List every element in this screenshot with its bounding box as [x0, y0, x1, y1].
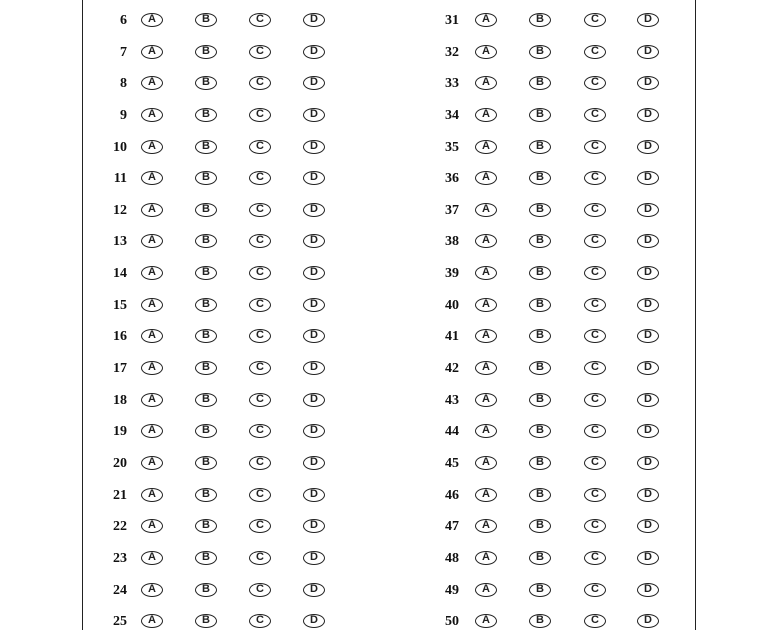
answer-bubble-c[interactable]: C	[249, 298, 271, 312]
question-row	[111, 258, 371, 290]
answer-bubble-b[interactable]: B	[195, 519, 217, 533]
answer-bubble-d[interactable]: D	[303, 266, 325, 280]
question-row	[111, 480, 371, 512]
answer-bubble-d[interactable]: D	[637, 583, 659, 597]
answer-bubble-c[interactable]: C	[584, 583, 606, 597]
answer-bubble-a[interactable]: A	[475, 424, 497, 438]
answer-bubble-d[interactable]: D	[303, 203, 325, 217]
answer-bubble-d[interactable]: D	[637, 424, 659, 438]
answer-bubble-b[interactable]: B	[529, 45, 551, 59]
answer-bubble-b[interactable]: B	[195, 298, 217, 312]
answer-bubble-a[interactable]: A	[475, 203, 497, 217]
answer-bubble-d[interactable]: D	[637, 488, 659, 502]
answer-bubble-d[interactable]: D	[303, 234, 325, 248]
answer-bubble-b[interactable]: B	[529, 13, 551, 27]
answer-bubble-b[interactable]: B	[529, 424, 551, 438]
question-number: 49	[445, 582, 459, 598]
answer-bubble-c[interactable]: C	[249, 266, 271, 280]
answer-bubble-d[interactable]: D	[303, 551, 325, 565]
answer-bubble-a[interactable]: A	[475, 393, 497, 407]
question-row	[445, 195, 705, 227]
answer-bubble-b[interactable]: B	[529, 361, 551, 375]
question-number: 39	[445, 266, 459, 282]
answer-bubble-b[interactable]: B	[529, 583, 551, 597]
answer-bubble-b[interactable]: B	[195, 551, 217, 565]
question-number: 10	[113, 139, 127, 155]
question-row	[445, 5, 705, 37]
question-number: 35	[445, 139, 459, 155]
answer-bubble-a[interactable]: A	[141, 266, 163, 280]
question-number: 11	[113, 171, 127, 187]
question-row	[445, 226, 705, 258]
answer-bubble-a[interactable]: A	[141, 614, 163, 628]
answer-bubble-c[interactable]: C	[249, 424, 271, 438]
answer-bubble-d[interactable]: D	[637, 13, 659, 27]
question-number: 46	[445, 487, 459, 503]
question-number: 33	[445, 76, 459, 92]
question-row	[445, 353, 705, 385]
answer-bubble-d[interactable]: D	[303, 329, 325, 343]
answer-bubble-d[interactable]: D	[303, 488, 325, 502]
answer-bubble-b[interactable]: B	[195, 171, 217, 185]
question-number: 50	[445, 614, 459, 630]
answer-bubble-c[interactable]: C	[249, 614, 271, 628]
question-number: 14	[113, 266, 127, 282]
answer-bubble-b[interactable]: B	[529, 298, 551, 312]
question-number: 41	[445, 329, 459, 345]
question-number: 25	[113, 614, 127, 630]
answer-bubble-c[interactable]: C	[249, 108, 271, 122]
answer-bubble-c[interactable]: C	[249, 583, 271, 597]
question-row	[111, 100, 371, 132]
answer-bubble-a[interactable]: A	[475, 171, 497, 185]
question-number: 31	[445, 13, 459, 28]
question-row	[111, 575, 371, 607]
question-number: 15	[113, 297, 127, 313]
question-number: 16	[113, 329, 127, 345]
answer-bubble-a[interactable]: A	[141, 519, 163, 533]
question-number: 7	[120, 44, 127, 60]
question-row	[445, 480, 705, 512]
question-row	[111, 195, 371, 227]
answer-bubble-a[interactable]: A	[141, 456, 163, 470]
answer-bubble-b[interactable]: B	[529, 329, 551, 343]
answer-bubble-a[interactable]: A	[475, 76, 497, 90]
answer-bubble-b[interactable]: B	[195, 424, 217, 438]
answer-bubble-d[interactable]: D	[303, 393, 325, 407]
question-number: 24	[113, 582, 127, 598]
answer-bubble-c[interactable]: C	[249, 45, 271, 59]
question-row	[111, 37, 371, 69]
answer-bubble-b[interactable]: B	[529, 519, 551, 533]
answer-bubble-a[interactable]: A	[475, 108, 497, 122]
answer-bubble-a[interactable]: A	[475, 13, 497, 27]
question-row	[111, 226, 371, 258]
answer-bubble-b[interactable]: B	[529, 488, 551, 502]
question-row	[445, 258, 705, 290]
question-row	[111, 5, 371, 37]
answer-bubble-d[interactable]: D	[637, 361, 659, 375]
answer-bubble-c[interactable]: C	[584, 266, 606, 280]
question-number: 20	[113, 455, 127, 471]
answer-bubble-a[interactable]: A	[475, 519, 497, 533]
question-row	[111, 163, 371, 195]
answer-bubble-b[interactable]: B	[529, 393, 551, 407]
question-number: 23	[113, 550, 127, 566]
question-row	[445, 416, 705, 448]
answer-bubble-a[interactable]: A	[141, 361, 163, 375]
answer-bubble-a[interactable]: A	[141, 424, 163, 438]
question-number: 45	[445, 455, 459, 471]
question-number: 38	[445, 234, 459, 250]
answer-bubble-c[interactable]: C	[249, 76, 271, 90]
answer-column-left	[111, 5, 371, 638]
question-row	[445, 68, 705, 100]
answer-bubble-a[interactable]: A	[475, 329, 497, 343]
answer-bubble-a[interactable]: A	[475, 456, 497, 470]
question-row	[111, 385, 371, 417]
answer-bubble-b[interactable]: B	[195, 108, 217, 122]
answer-bubble-a[interactable]: A	[475, 361, 497, 375]
answer-bubble-d[interactable]: D	[303, 140, 325, 154]
answer-bubble-c[interactable]: C	[584, 13, 606, 27]
answer-bubble-d[interactable]: D	[637, 519, 659, 533]
answer-bubble-a[interactable]: A	[475, 488, 497, 502]
question-row	[111, 416, 371, 448]
answer-bubble-b[interactable]: B	[529, 551, 551, 565]
answer-bubble-c[interactable]: C	[249, 393, 271, 407]
answer-bubble-c[interactable]: C	[584, 203, 606, 217]
answer-bubble-d[interactable]: D	[637, 329, 659, 343]
answer-bubble-c[interactable]: C	[584, 329, 606, 343]
answer-bubble-b[interactable]: B	[195, 76, 217, 90]
answer-bubble-a[interactable]: A	[141, 108, 163, 122]
answer-bubble-d[interactable]: D	[637, 140, 659, 154]
answer-bubble-c[interactable]: C	[584, 393, 606, 407]
question-number: 36	[445, 171, 459, 187]
answer-bubble-a[interactable]: A	[141, 13, 163, 27]
answer-bubble-d[interactable]: D	[637, 551, 659, 565]
answer-bubble-d[interactable]: D	[303, 456, 325, 470]
answer-bubble-c[interactable]: C	[249, 456, 271, 470]
answer-bubble-c[interactable]: C	[584, 234, 606, 248]
answer-bubble-d[interactable]: D	[637, 203, 659, 217]
answer-bubble-c[interactable]: C	[584, 298, 606, 312]
answer-bubble-b[interactable]: B	[529, 614, 551, 628]
answer-bubble-d[interactable]: D	[303, 13, 325, 27]
answer-bubble-d[interactable]: D	[637, 614, 659, 628]
answer-bubble-c[interactable]: C	[584, 456, 606, 470]
question-number: 40	[445, 297, 459, 313]
question-row	[445, 575, 705, 607]
answer-bubble-c[interactable]: C	[584, 45, 606, 59]
answer-bubble-d[interactable]: D	[637, 76, 659, 90]
answer-bubble-a[interactable]: A	[141, 393, 163, 407]
answer-bubble-b[interactable]: B	[195, 13, 217, 27]
question-row	[111, 511, 371, 543]
question-row	[445, 37, 705, 69]
answer-sheet	[82, 0, 696, 630]
question-row	[111, 68, 371, 100]
answer-bubble-c[interactable]: C	[584, 551, 606, 565]
answer-bubble-c[interactable]: C	[584, 488, 606, 502]
answer-bubble-d[interactable]: D	[303, 108, 325, 122]
answer-bubble-c[interactable]: C	[249, 203, 271, 217]
answer-bubble-b[interactable]: B	[529, 234, 551, 248]
answer-bubble-c[interactable]: C	[249, 329, 271, 343]
answer-bubble-b[interactable]: B	[195, 140, 217, 154]
answer-bubble-d[interactable]: D	[637, 393, 659, 407]
answer-bubble-a[interactable]: A	[475, 266, 497, 280]
question-number: 13	[113, 234, 127, 250]
question-row	[111, 132, 371, 164]
question-number: 47	[445, 519, 459, 535]
answer-bubble-c[interactable]: C	[249, 361, 271, 375]
answer-bubble-b[interactable]: B	[529, 140, 551, 154]
question-number: 12	[113, 202, 127, 218]
question-row	[111, 606, 371, 638]
answer-bubble-d[interactable]: D	[637, 234, 659, 248]
answer-bubble-d[interactable]: D	[303, 424, 325, 438]
question-number: 42	[445, 361, 459, 377]
answer-bubble-b[interactable]: B	[195, 583, 217, 597]
question-number: 8	[120, 76, 127, 92]
answer-bubble-c[interactable]: C	[584, 519, 606, 533]
answer-bubble-b[interactable]: B	[195, 266, 217, 280]
question-row	[111, 321, 371, 353]
answer-bubble-b[interactable]: B	[195, 456, 217, 470]
answer-bubble-a[interactable]: A	[141, 76, 163, 90]
question-row	[111, 353, 371, 385]
answer-bubble-a[interactable]: A	[475, 140, 497, 154]
answer-bubble-a[interactable]: A	[141, 329, 163, 343]
answer-bubble-d[interactable]: D	[637, 266, 659, 280]
question-row	[111, 543, 371, 575]
answer-bubble-c[interactable]: C	[584, 361, 606, 375]
answer-bubble-d[interactable]: D	[303, 45, 325, 59]
question-row	[445, 132, 705, 164]
answer-bubble-d[interactable]: D	[303, 76, 325, 90]
question-number: 19	[113, 424, 127, 440]
answer-bubble-b[interactable]: B	[529, 108, 551, 122]
question-number: 37	[445, 202, 459, 218]
answer-bubble-a[interactable]: A	[141, 298, 163, 312]
question-row	[445, 163, 705, 195]
answer-bubble-c[interactable]: C	[249, 171, 271, 185]
question-row	[111, 448, 371, 480]
answer-bubble-d[interactable]: D	[303, 519, 325, 533]
answer-bubble-a[interactable]: A	[141, 551, 163, 565]
question-row	[445, 511, 705, 543]
question-row	[445, 385, 705, 417]
answer-bubble-d[interactable]: D	[637, 108, 659, 122]
answer-bubble-a[interactable]: A	[141, 583, 163, 597]
question-number: 6	[120, 13, 127, 28]
answer-bubble-d[interactable]: D	[637, 45, 659, 59]
answer-bubble-c[interactable]: C	[584, 140, 606, 154]
answer-bubble-d[interactable]: D	[303, 614, 325, 628]
answer-bubble-a[interactable]: A	[475, 551, 497, 565]
answer-bubble-b[interactable]: B	[195, 393, 217, 407]
answer-bubble-c[interactable]: C	[249, 551, 271, 565]
answer-bubble-b[interactable]: B	[195, 203, 217, 217]
answer-bubble-b[interactable]: B	[195, 614, 217, 628]
question-row	[445, 100, 705, 132]
answer-bubble-d[interactable]: D	[303, 171, 325, 185]
question-number: 32	[445, 44, 459, 60]
answer-bubble-b[interactable]: B	[529, 76, 551, 90]
answer-bubble-a[interactable]: A	[475, 614, 497, 628]
answer-bubble-c[interactable]: C	[584, 76, 606, 90]
question-number: 22	[113, 519, 127, 535]
question-number: 48	[445, 550, 459, 566]
answer-bubble-c[interactable]: C	[584, 108, 606, 122]
answer-bubble-d[interactable]: D	[303, 298, 325, 312]
answer-bubble-a[interactable]: A	[141, 203, 163, 217]
question-row	[111, 290, 371, 322]
answer-bubble-d[interactable]: D	[303, 361, 325, 375]
answer-bubble-c[interactable]: C	[249, 140, 271, 154]
answer-bubble-b[interactable]: B	[529, 456, 551, 470]
answer-bubble-a[interactable]: A	[141, 171, 163, 185]
question-number: 44	[445, 424, 459, 440]
question-number: 43	[445, 392, 459, 408]
question-number: 34	[445, 107, 459, 123]
answer-bubble-d[interactable]: D	[637, 456, 659, 470]
question-row	[445, 543, 705, 575]
answer-bubble-b[interactable]: B	[529, 203, 551, 217]
answer-bubble-d[interactable]: D	[637, 171, 659, 185]
question-row	[445, 290, 705, 322]
answer-bubble-c[interactable]: C	[249, 234, 271, 248]
answer-bubble-b[interactable]: B	[195, 329, 217, 343]
answer-bubble-c[interactable]: C	[584, 171, 606, 185]
answer-bubble-b[interactable]: B	[195, 234, 217, 248]
question-row	[445, 448, 705, 480]
question-row	[445, 321, 705, 353]
answer-bubble-b[interactable]: B	[529, 266, 551, 280]
answer-bubble-c[interactable]: C	[584, 424, 606, 438]
answer-bubble-a[interactable]: A	[475, 45, 497, 59]
answer-bubble-b[interactable]: B	[195, 488, 217, 502]
answer-bubble-a[interactable]: A	[475, 298, 497, 312]
answer-bubble-c[interactable]: C	[249, 488, 271, 502]
question-number: 17	[113, 361, 127, 377]
answer-bubble-a[interactable]: A	[475, 234, 497, 248]
answer-bubble-b[interactable]: B	[195, 361, 217, 375]
answer-bubble-c[interactable]: C	[249, 13, 271, 27]
question-number: 18	[113, 392, 127, 408]
answer-bubble-c[interactable]: C	[249, 519, 271, 533]
answer-bubble-c[interactable]: C	[584, 614, 606, 628]
answer-bubble-a[interactable]: A	[141, 488, 163, 502]
question-row	[445, 606, 705, 638]
question-number: 9	[120, 107, 127, 123]
answer-bubble-a[interactable]: A	[475, 583, 497, 597]
answer-column-right	[445, 5, 705, 638]
answer-bubble-a[interactable]: A	[141, 45, 163, 59]
answer-bubble-a[interactable]: A	[141, 234, 163, 248]
answer-bubble-b[interactable]: B	[529, 171, 551, 185]
answer-bubble-b[interactable]: B	[195, 45, 217, 59]
answer-bubble-d[interactable]: D	[303, 583, 325, 597]
question-number: 21	[113, 487, 127, 503]
answer-bubble-a[interactable]: A	[141, 140, 163, 154]
answer-bubble-d[interactable]: D	[637, 298, 659, 312]
